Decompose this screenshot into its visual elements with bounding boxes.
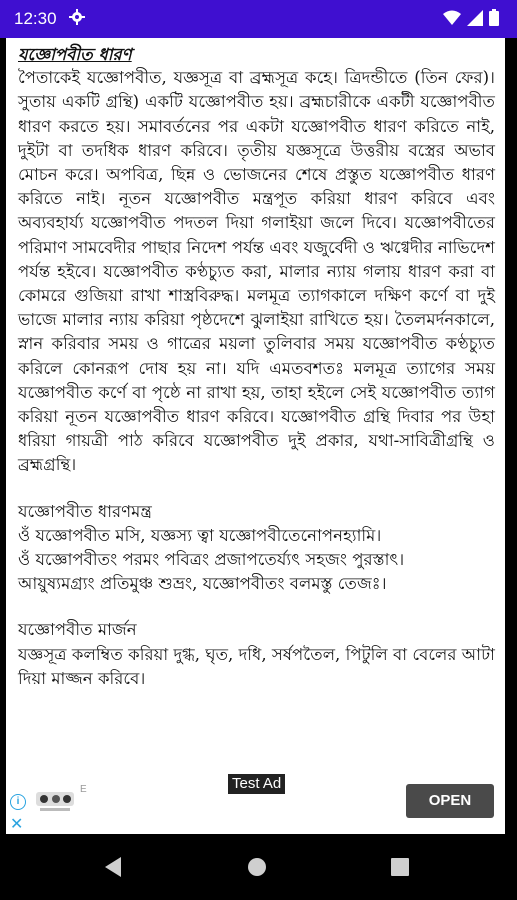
status-time: 12:30 — [14, 9, 57, 28]
battery-icon — [489, 9, 499, 30]
marjan-heading: যজ্ঞোপবীত মার্জন — [18, 620, 137, 640]
ad-info-icon[interactable]: i — [10, 794, 26, 810]
advertiser-logo — [34, 788, 76, 814]
wifi-icon — [443, 10, 461, 30]
ad-close-icon[interactable]: ✕ — [10, 816, 24, 833]
article-scroll-view[interactable] — [6, 38, 505, 772]
ad-corner-text: E — [80, 784, 87, 795]
article-body — [6, 38, 505, 691]
settings-icon — [69, 9, 85, 29]
marjan-text: যজ্ঞসূত্র কলম্বিত করিয়া দুগ্ধ, ঘৃত, দধি, সর্ষপতৈল, পিটুলি বা বেলের আটা দিয়া মাজ্জন করিবে। — [18, 644, 495, 688]
home-icon[interactable] — [242, 852, 272, 882]
status-bar — [0, 0, 517, 38]
article-title: যজ্ঞোপবীত ধারণ — [18, 44, 132, 64]
back-icon[interactable] — [98, 852, 128, 882]
test-ad-badge: Test Ad — [228, 774, 285, 794]
ad-banner[interactable] — [6, 772, 505, 834]
mantra-line: ওঁ যজ্ঞোপবীতং পরমং পবিত্রং প্রজাপতের্য্যৎ সহজং পুরস্তাৎ। — [18, 550, 405, 570]
signal-icon — [467, 10, 483, 30]
ad-open-button[interactable]: OPEN — [406, 784, 494, 818]
article-paragraph: পৈতাকেই যজ্ঞোপবীত, যজ্ঞসূত্র বা ব্রহ্মসূত্র কহে। ত্রিদন্ডীতে (তিন ফের)। সুতায় একটি গ্রন্থি) একটি যজ্ঞোপবীত হয়। ব্রহ্মচারীকে একটী যজ্ঞোপবীত ধারণ করতে হয়। সমাবর্তনের পর একটা যজ্ঞোপবীত ধারণ করিতে নাই, দুইটা বা তদধিক ধারণ করিবে। তৃতীয় যজ্ঞসূত্রে উত্তরীয় বস্ত্রের অভাব মোচন করে। অপবিত্র, ছিন্ন ও ভোজনের শেষে প্রস্তুত যজ্ঞোপবীত ধারণ করিতে নাই। নূতন যজ্ঞোপবীত মন্ত্রপূত করিয়া ধারণ করিবে এবং অব্যবহার্য্য যজ্ঞোপবীত পদতল দিয়া গলাইয়া জলে দিবে। যজ্ঞোপবীতের পরিমাণ সামবেদীর পাছার নিদেশ পর্যন্ত এবং যজুর্বেদী ও ঋগ্বেদীর নাভিদেশ পর্যন্ত হইবে। যজ্ঞোপবীত কণ্ঠচ্যুত করা, মালার ন্যায় গলায় ধারণ করা বা কোমরে গুজিয়া রাখা শাস্ত্রবিরুদ্ধ। মলমূত্র ত্যাগকালে দক্ষিণ কর্ণে বা দুই ভাজে মালার ন্যায় করিয়া পৃষ্ঠদেশে ঝুলাইয়া রাখিতে হয়। তৈলমর্দনকালে, স্নান করিবার সময় ও গাত্রের ময়লা তুলিবার সময় যজ্ঞোপবীত কণ্ঠচ্যুত করিলে কোনরূপ দোষ হয় না। যদি এমতবশতঃ মলমূত্র ত্যাগের সময় যজ্ঞোপবীত কর্ণে বা পৃষ্ঠে না রাখা হয়, তাহা হইলে সেই যজ্ঞোপবীত ত্যাগ করিয়া নূতন যজ্ঞোপবীত ধারণ করিবে। যজ্ঞোপবীত গ্রন্থি দিবার পর উহা ধরিয়া গায়ত্রী পাঠ করিবে যজ্ঞোপবীত দুই প্রকার, যথা-সাবিত্রীগ্রন্থি ও ব্রহ্মগ্রন্থি। — [18, 68, 495, 475]
recents-icon[interactable] — [385, 852, 415, 882]
mantra-line: ওঁ যজ্ঞোপবীত মসি, যজ্ঞস্য ত্বা যজ্ঞোপবীতেনোপনহ্যামি। — [18, 525, 382, 545]
mantra-heading: যজ্ঞোপবীত ধারণমন্ত্র — [18, 501, 152, 521]
mantra-line: আয়ুষ্যমগ্র্যং প্রতিমুঞ্চ শুভ্রং, যজ্ঞোপবীতং বলমস্তু তেজঃ। — [18, 574, 387, 594]
navigation-bar — [0, 834, 517, 900]
